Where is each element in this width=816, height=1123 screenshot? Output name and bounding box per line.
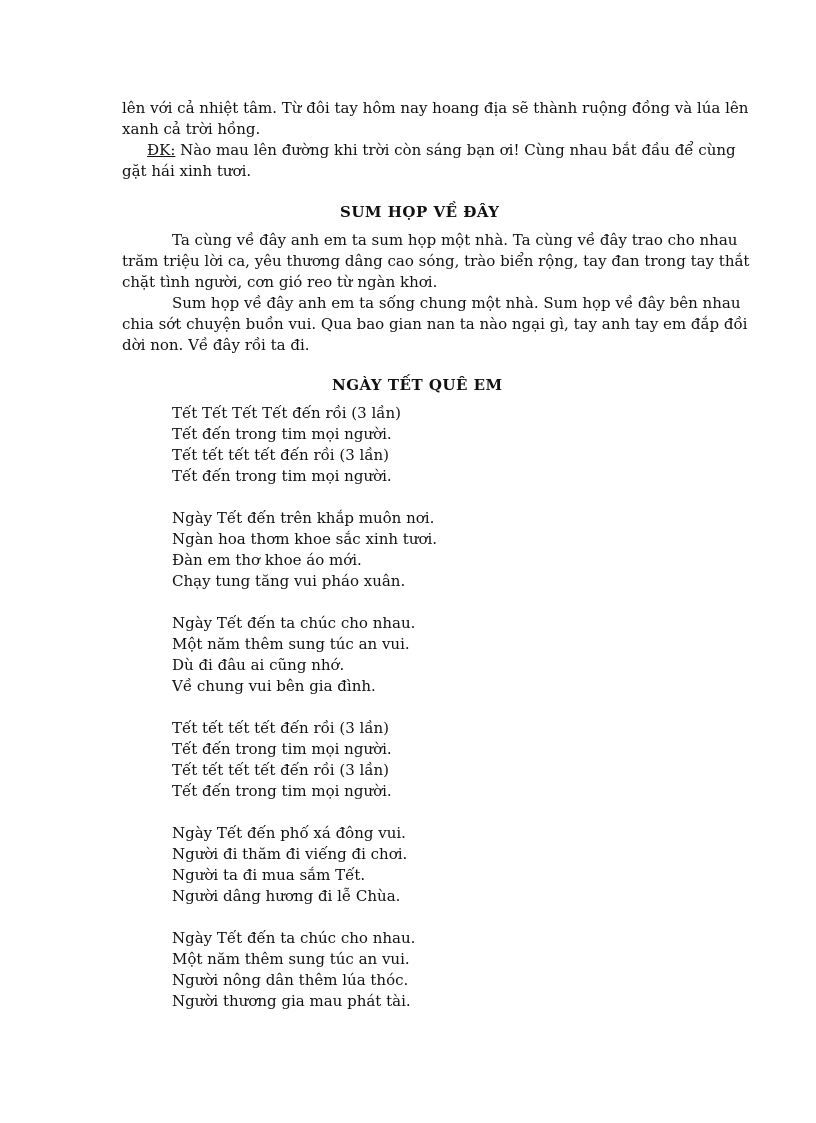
lyric-line: Đàn em thơ khoe áo mới.	[172, 551, 362, 569]
stanza	[172, 823, 437, 907]
stanza	[172, 718, 437, 802]
chorus-text: Nào mau lên đường khi trời còn sáng bạn ơi! Cùng nhau bắt đầu để cùng	[175, 141, 736, 159]
lyric-line: Ngày Tết đến ta chúc cho nhau.	[172, 614, 416, 632]
paragraph-line: trăm triệu lời ca, yêu thương dâng cao sóng, trào biển rộng, tay đan trong tay thắt	[122, 252, 750, 270]
chorus-line: gặt hái xinh tươi.	[122, 162, 252, 180]
lyric-line: Tết Tết Tết Tết đến rồi (3 lần)	[172, 404, 401, 422]
paragraph-line: lên với cả nhiệt tâm. Từ đôi tay hôm nay hoang địa sẽ thành ruộng đồng và lúa lên	[122, 99, 749, 117]
stanza	[172, 928, 437, 1012]
lyric-line: Ngày Tết đến phố xá đông vui.	[172, 824, 406, 842]
lyric-line: Tết đến trong tim mọi người.	[172, 740, 392, 758]
lyric-line: Người nông dân thêm lúa thóc.	[172, 971, 409, 989]
paragraph-line: chia sớt chuyện buồn vui. Qua bao gian nan ta nào ngại gì, tay anh tay em đắp đồi	[122, 315, 748, 333]
lyric-line: Người ta đi mua sắm Tết.	[172, 866, 366, 884]
paragraph-line: Sum họp về đây anh em ta sống chung một nhà. Sum họp về đây bên nhau	[172, 294, 741, 312]
lyric-line: Một năm thêm sung túc an vui.	[172, 635, 410, 653]
lyric-line: Tết tết tết tết đến rồi (3 lần)	[172, 761, 390, 779]
paragraph-line: chặt tình người, cơn gió reo từ ngàn khơi.	[122, 273, 438, 291]
song-title: NGÀY TẾT QUÊ EM	[332, 376, 503, 394]
lyric-line: Tết tết tết tết đến rồi (3 lần)	[172, 719, 390, 737]
lyric-line: Tết đến trong tim mọi người.	[172, 467, 392, 485]
lyric-line: Một năm thêm sung túc an vui.	[172, 950, 410, 968]
lyric-line: Về chung vui bên gia đình.	[172, 677, 376, 695]
lyric-line: Người đi thăm đi viếng đi chơi.	[172, 845, 408, 863]
lyrics-verses	[172, 403, 437, 1033]
stanza	[172, 613, 437, 697]
lyric-line: Tết đến trong tim mọi người.	[172, 425, 392, 443]
paragraph-line: Ta cùng về đây anh em ta sum họp một nhà. Ta cùng về đây trao cho nhau	[172, 231, 738, 249]
chorus-label: ĐK:	[147, 141, 176, 159]
stanza	[172, 508, 437, 592]
lyric-line: Tết tết tết tết đến rồi (3 lần)	[172, 446, 390, 464]
lyric-line: Ngàn hoa thơm khoe sắc xinh tươi.	[172, 530, 438, 548]
lyric-line: Người thương gia mau phát tài.	[172, 992, 411, 1010]
lyric-line: Tết đến trong tim mọi người.	[172, 782, 392, 800]
lyric-line: Dù đi đâu ai cũng nhớ.	[172, 656, 345, 674]
paragraph-line: dời non. Về đây rồi ta đi.	[122, 336, 310, 354]
song-title: SUM HỌP VỀ ĐÂY	[340, 203, 500, 221]
lyric-line: Ngày Tết đến trên khắp muôn nơi.	[172, 509, 435, 527]
lyric-line: Chạy tung tăng vui pháo xuân.	[172, 572, 406, 590]
lyric-line: Người dâng hương đi lễ Chùa.	[172, 887, 401, 905]
paragraph-line: xanh cả trời hồng.	[122, 120, 261, 138]
chorus-line	[147, 140, 736, 161]
stanza	[172, 403, 437, 487]
lyric-line: Ngày Tết đến ta chúc cho nhau.	[172, 929, 416, 947]
